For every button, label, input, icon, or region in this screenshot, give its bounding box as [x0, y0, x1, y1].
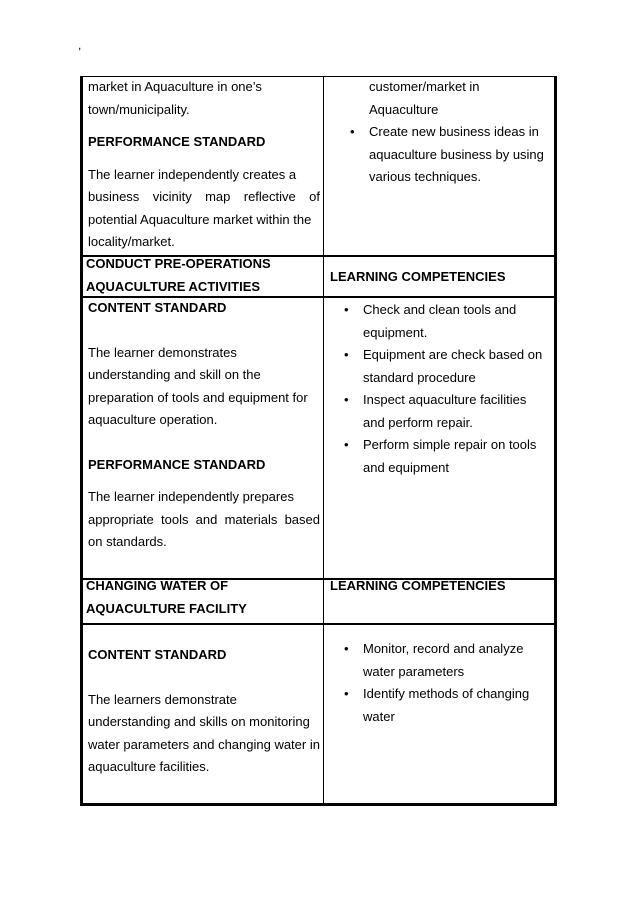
row0-left	[88, 76, 320, 254]
paragraph	[88, 342, 320, 432]
bullet-icon: •	[344, 686, 349, 701]
table-border-right	[554, 76, 557, 806]
bullet-icon: •	[344, 641, 349, 656]
section-heading: CONTENT STANDARD	[88, 300, 227, 315]
list-item: • Equipment are check based on standard procedure	[341, 344, 552, 389]
competency-list	[341, 299, 552, 479]
row4-left	[88, 644, 320, 779]
section-heading: PERFORMANCE STANDARD	[88, 134, 266, 149]
header-line: LEARNING COMPETENCIES	[330, 269, 506, 284]
row-divider	[80, 623, 557, 625]
text-line: understanding and skills on monitoring	[88, 714, 310, 729]
text-line: The learner independently prepares	[88, 489, 294, 504]
paragraph	[88, 164, 320, 254]
row2-right	[341, 299, 552, 479]
row1-header-right	[330, 266, 550, 289]
header-line: CHANGING WATER OF	[86, 578, 229, 593]
page-mark: ,	[78, 38, 82, 52]
text-line: appropriate tools and materials based	[88, 511, 320, 527]
text-line: customer/market in	[369, 79, 480, 94]
bullet-icon: •	[344, 302, 349, 317]
text-line: on standards.	[88, 534, 167, 549]
table-border-bottom	[80, 803, 557, 806]
text-line: The learners demonstrate	[88, 691, 237, 707]
text-line: Aquaculture	[369, 101, 439, 117]
text-line: locality/market.	[88, 234, 175, 249]
row0-right	[347, 76, 552, 189]
list-item: • Monitor, record and analyze water parameters	[341, 638, 552, 683]
column-divider	[323, 76, 324, 806]
list-item: • Perform simple repair on tools and equipment	[341, 434, 552, 479]
list-item: • Inspect aquaculture facilities and perform repair.	[341, 389, 552, 434]
section-heading: PERFORMANCE STANDARD	[88, 456, 266, 472]
header-line: AQUACULTURE FACILITY	[86, 600, 247, 616]
competency-table	[80, 76, 557, 806]
row3-header-right	[330, 575, 550, 598]
bullet-icon: •	[344, 392, 349, 407]
bullet-icon: •	[344, 437, 349, 452]
paragraph	[88, 689, 320, 779]
list-item: • Check and clean tools and equipment.	[341, 299, 552, 344]
row3-header-left	[86, 575, 322, 620]
competency-list	[341, 638, 552, 728]
text-line: water parameters and changing water in	[88, 736, 320, 752]
row4-right	[341, 638, 552, 728]
list-item: • Create new business ideas in aquaculture business by using various techniques.	[347, 121, 552, 189]
text-line: preparation of tools and equipment for	[88, 389, 308, 405]
text-line: The learner demonstrates	[88, 344, 237, 360]
row1-header-left	[86, 253, 322, 298]
text-line: potential Aquaculture market within the	[88, 211, 312, 227]
text-line: The learner independently creates a	[88, 166, 297, 182]
text-line: town/municipality.	[88, 101, 190, 117]
paragraph	[88, 486, 320, 554]
header-line: CONDUCT PRE-OPERATIONS	[86, 256, 271, 271]
table-border-left	[80, 76, 83, 806]
text-line: business vicinity map reflective of	[88, 189, 320, 204]
competency-list	[347, 121, 552, 189]
header-line: LEARNING COMPETENCIES	[330, 578, 506, 593]
bullet-icon: •	[350, 124, 355, 139]
text-line: aquaculture operation.	[88, 412, 218, 427]
row2-left	[88, 297, 320, 554]
text-line: understanding and skill on the	[88, 367, 261, 382]
list-item: • Identify methods of changing water	[341, 683, 552, 728]
header-line: AQUACULTURE ACTIVITIES	[86, 278, 261, 294]
text-line: aquaculture facilities.	[88, 759, 210, 774]
text-line: market in Aquaculture in one’s	[88, 79, 262, 94]
bullet-icon: •	[344, 347, 349, 362]
section-heading: CONTENT STANDARD	[88, 647, 227, 662]
